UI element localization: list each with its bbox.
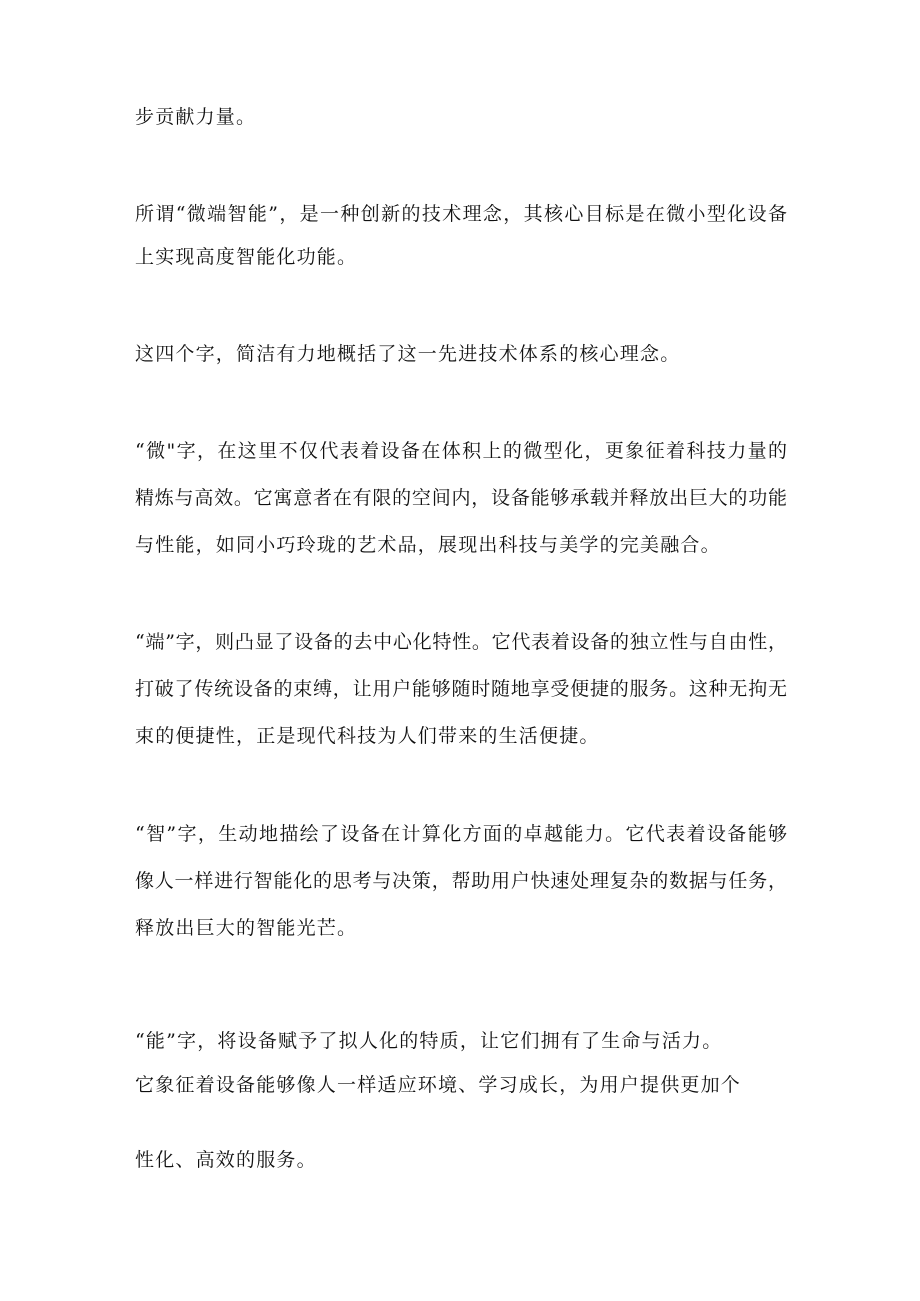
- text-line: 这四个字，简洁有力地概括了这一先进技术体系的核心理念。: [135, 343, 681, 365]
- text-line: “智”字，生动地描绘了设备在计算化方面的卓越能力。它代表着设备能够: [135, 823, 787, 845]
- text-line: 精炼与高效。它寓意者在有限的空间内，设备能够承载并释放出巨大的功能: [135, 487, 787, 509]
- text-line: 像人一样进行智能化的思考与决策，帮助用户快速处理复杂的数据与任务，: [135, 870, 787, 892]
- text-line: 它象征着设备能够像人一样适应环境、学习成长，为用户提供更加个: [135, 1074, 742, 1096]
- text-line: 步贡献力量。: [135, 106, 257, 128]
- text-line: “微"字，在这里不仅代表着设备在体积上的微型化，更象征着科技力量的: [135, 440, 787, 462]
- text-line: “端”字，则凸显了设备的去中心化特性。它代表着设备的独立性与自由性，: [135, 631, 787, 653]
- text-line: “能”字，将设备赋予了拟人化的特质，让它们拥有了生命与活力。: [135, 1030, 723, 1052]
- text-line: 所谓“微端智能”，是一种创新的技术理念，其核心目标是在微小型化设备: [135, 203, 787, 225]
- text-line: 与性能，如同小巧玲珑的艺术品，展现出科技与美学的完美融合。: [135, 534, 721, 556]
- text-line: 释放出巨大的智能光芒。: [135, 917, 358, 939]
- text-line: 上实现高度智能化功能。: [135, 246, 358, 268]
- text-line: 打破了传统设备的束缚，让用户能够随时随地享受便捷的服务。这种无拘无: [135, 678, 787, 700]
- text-line: 性化、高效的服务。: [135, 1149, 317, 1171]
- text-line: 束的便捷性，正是现代科技为人们带来的生活便捷。: [135, 725, 600, 747]
